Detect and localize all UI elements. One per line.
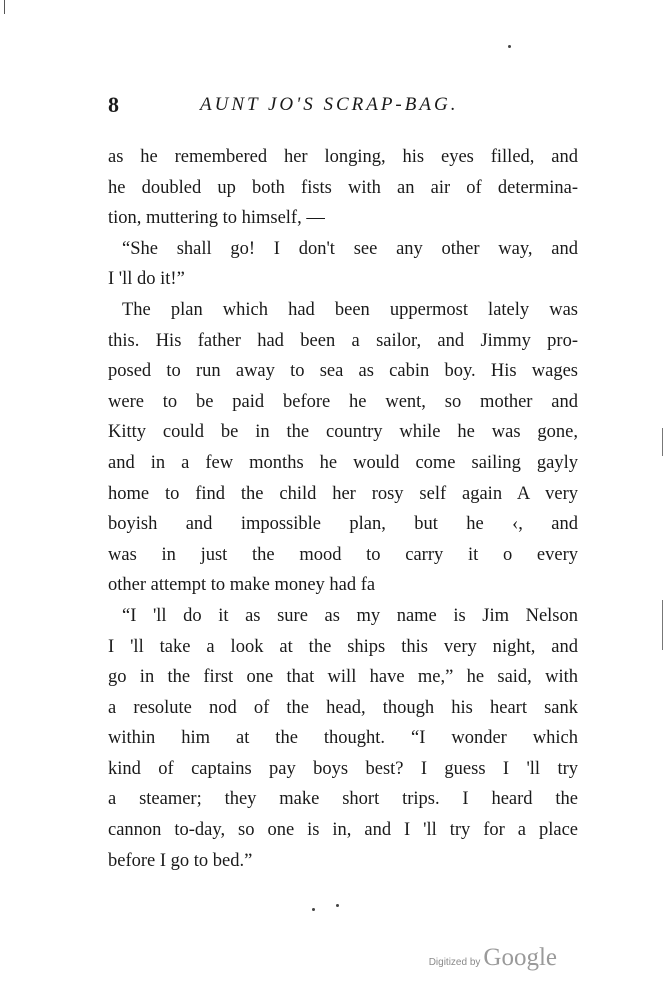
text-line: were to be paid before he went, so mother and: [108, 391, 578, 412]
text-line: and in a few months he would come sailing gayly: [108, 452, 578, 473]
text-line: I 'll do it!”: [108, 269, 185, 290]
text-line: boyish and impossible plan, but he ‹, and: [108, 514, 578, 535]
text-line: “I 'll do it as sure as my name is Jim Nelson: [122, 605, 578, 626]
scan-speck: [312, 908, 315, 911]
scan-edge-mark: [662, 428, 663, 456]
text-line: “She shall go! I don't see any other way, and: [122, 238, 578, 259]
body-text: [108, 142, 578, 876]
text-line: Kitty could be in the country while he was gone,: [108, 422, 578, 443]
text-line: cannon to-day, so one is in, and I 'll try for a place: [108, 820, 578, 841]
text-line: I 'll take a look at the ships this very night, and: [108, 636, 578, 657]
google-logo: Google: [483, 944, 557, 971]
digitized-by-google-watermark: [429, 944, 557, 972]
text-line: within him at the thought. “I wonder which: [108, 728, 578, 749]
text-line: other attempt to make money had fa: [108, 575, 376, 596]
text-line: tion, muttering to himself, —: [108, 208, 325, 229]
text-line: posed to run away to sea as cabin boy. His wages: [108, 361, 578, 382]
page-header: [108, 92, 578, 122]
scan-edge-mark: [662, 600, 663, 650]
text-line: he doubled up both fists with an air of determina-: [108, 177, 578, 198]
scan-speck: [508, 45, 511, 48]
scan-speck: [336, 904, 339, 907]
text-line: as he remembered her longing, his eyes filled, and: [108, 147, 578, 167]
page-number: 8: [108, 92, 119, 117]
text-line: The plan which had been uppermost lately was: [122, 299, 578, 320]
text-line: a steamer; they make short trips. I heard the: [108, 789, 578, 810]
digitized-by-label: Digitized by: [428, 957, 481, 968]
running-head: AUNT JO'S SCRAP-BAG.: [200, 94, 459, 115]
text-line: was in just the mood to carry it o every: [108, 544, 578, 565]
text-line: this. His father had been a sailor, and Jimmy pro-: [108, 330, 578, 351]
text-line: a resolute nod of the head, though his heart sank: [108, 697, 578, 718]
scan-corner-mark: [4, 0, 5, 14]
text-line: before I go to bed.”: [108, 850, 253, 871]
text-line: go in the first one that will have me,” he said, with: [108, 667, 578, 688]
text-line: home to find the child her rosy self again A very: [108, 483, 578, 504]
text-line: kind of captains pay boys best? I guess I 'll try: [108, 758, 578, 779]
